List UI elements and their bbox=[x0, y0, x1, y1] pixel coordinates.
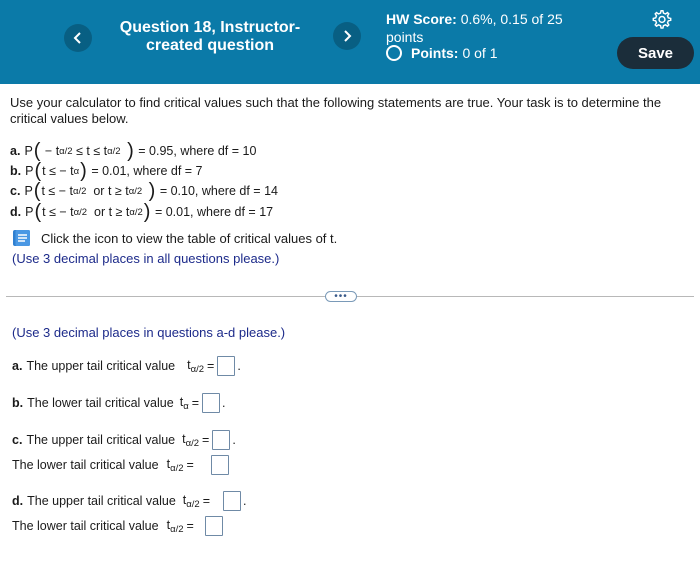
instructions-text: Use your calculator to find critical values such that the following statements are true. Your task is to determine the critical values below. bbox=[10, 95, 662, 126]
answer-d-upper-row: d. The upper tail critical value $t_{\alpha/2}$ = . bbox=[12, 492, 247, 510]
gear-icon[interactable] bbox=[651, 8, 673, 30]
points-value: 0 of 1 bbox=[462, 45, 498, 61]
save-button[interactable]: Save bbox=[617, 37, 694, 69]
statement-d: d. P ( t ≤ − t α/2 or t ≥ t α/2 ) = 0.01, where df = 17 bbox=[10, 201, 274, 223]
answer-b-row: b. The lower tail critical value $t_\alpha$ = . bbox=[12, 394, 226, 412]
statement-c: c. P ( t ≤ − t α/2 or t ≥ t α/2 ) = 0.10, where df = 14 bbox=[10, 180, 278, 202]
question-title: Question 18, Instructor-created question bbox=[119, 19, 301, 54]
answer-c-upper-row: c. The upper tail critical value $t_{\alpha/2}$ = . bbox=[12, 431, 236, 449]
hw-score-value: 0.6%, 0.15 of 25 bbox=[460, 11, 563, 27]
answer-a-input[interactable] bbox=[217, 356, 235, 376]
critical-values-table-link[interactable] bbox=[12, 229, 337, 247]
chevron-left-icon bbox=[72, 32, 84, 44]
book-icon[interactable] bbox=[12, 229, 32, 247]
radio-icon bbox=[386, 45, 402, 61]
points-label: Points: bbox=[411, 45, 459, 61]
chevron-right-icon bbox=[341, 30, 353, 42]
decimal-instruction-all: (Use 3 decimal places in all questions please.) bbox=[12, 251, 280, 266]
points-status bbox=[386, 45, 497, 61]
answer-b-input[interactable] bbox=[202, 393, 220, 413]
answer-c-upper-input[interactable] bbox=[212, 430, 230, 450]
decimal-instruction-a-d: (Use 3 decimal places in questions a-d please.) bbox=[12, 325, 286, 340]
answer-c-lower-row: The lower tail critical value $t_{\alpha/2}$ = bbox=[12, 455, 229, 475]
hw-score-label: HW Score: bbox=[386, 11, 457, 27]
answer-d-upper-input[interactable] bbox=[223, 491, 241, 511]
statement-b: b. P ( t ≤ − t α ) = 0.01, where df = 7 bbox=[10, 160, 203, 182]
answer-c-lower-input[interactable] bbox=[211, 455, 229, 475]
answer-d-lower-input[interactable] bbox=[205, 516, 223, 536]
next-question-button[interactable] bbox=[333, 22, 361, 50]
question-header bbox=[0, 0, 700, 84]
answer-a-row: a. The upper tail critical value $t_{\alpha/2}$ = . bbox=[12, 357, 241, 375]
previous-question-button[interactable] bbox=[64, 24, 92, 52]
table-link-text: Click the icon to view the table of critical values of t. bbox=[41, 230, 338, 246]
hw-score bbox=[386, 10, 606, 46]
answer-d-lower-row: The lower tail critical value $t_{\alpha/2}$ = bbox=[12, 516, 223, 536]
statement-a: a. P ( − t α/2 ≤ t ≤ t α/2 ) = 0.95, where df = 10 bbox=[10, 140, 257, 162]
hw-score-unit: points bbox=[386, 29, 424, 45]
expand-button[interactable] bbox=[325, 291, 357, 302]
expand-dots-icon: ••• bbox=[334, 290, 348, 302]
